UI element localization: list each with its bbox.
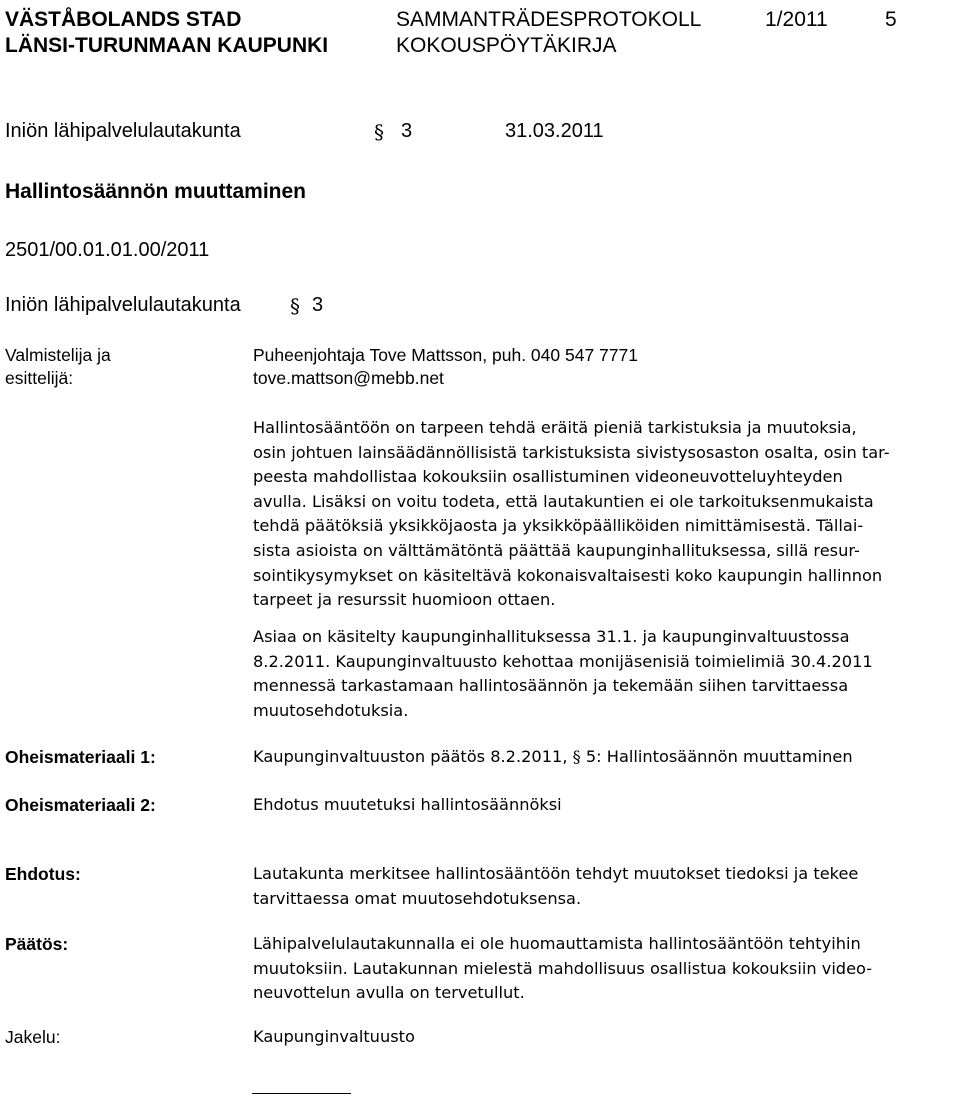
decision-line: neuvottelun avulla on tervetullut. [253,983,525,1003]
presenter-email: tove.mattson@mebb.net [253,368,444,388]
presenter-label-line1: Valmistelija ja [5,345,111,365]
attachment-1-value [253,745,853,770]
paragraph-line: tehdä päätöksiä yksikköjaosta ja yksikköpäälliköiden nimittämisestä. Tällai- [253,516,864,536]
proposal-label: Ehdotus: [5,864,81,884]
attachment-2-label: Oheismateriaali 2: [5,795,156,815]
presenter-label-line2: esittelijä: [5,368,74,388]
decision-line: muutoksiin. Lautakunnan mielestä mahdollisuus osallistua kokouksiin video- [253,958,873,978]
section-sign-icon: § [374,120,384,144]
proposal-text [253,862,858,911]
signature-line [252,1093,351,1094]
paragraph-line: tarpeet ja resurssit huomioon ottaen. [253,590,556,610]
ref-body: Iniön lähipalvelulautakunta [5,294,241,316]
decision-label: Päätös: [5,934,69,954]
ref-section-number: 3 [312,294,324,316]
org-name-finnish: LÄNSI-TURUNMAAN KAUPUNKI [5,34,329,57]
protocol-number: 1/2011 [765,8,828,31]
page-number: 5 [885,8,897,31]
distribution-value: Kaupunginvaltuusto [253,1027,415,1046]
attachment-1-label: Oheismateriaali 1: [5,747,156,767]
proposal-line: tarvittaessa omat muutosehdotuksensa. [253,888,582,908]
decision-line: Lähipalvelulautakunnalla ei ole huomauttamista hallintosääntöön tehtyihin [253,934,861,953]
decision-text [253,932,872,1006]
meeting-body: Iniön lähipalvelulautakunta [5,120,241,142]
paragraph-line: mennessä tarkastamaan hallintosäännön ja tekemään siihen tarvittaessa [253,676,849,696]
paragraph-line: sista asioista on välttämätöntä päättää kaupunginhallituksessa, sillä resur- [253,540,860,560]
paragraph-line: peesta mahdollistaa kokouksiin osallistuminen videoneuvotteluyhteyden [253,467,843,487]
paragraph-line: Asiaa on käsitelty kaupunginhallituksessa 31.1. ja kaupunginvaltuustossa [253,627,850,646]
doc-type-swedish: SAMMANTRÄDESPROTOKOLL [396,8,702,31]
attachment-section-sign-icon: § [572,747,581,766]
attachment-1-text: Kaupunginvaltuuston päätös 8.2.2011, [253,747,568,766]
diary-number: 2501/00.01.01.00/2011 [5,239,210,261]
presenter-name: Puheenjohtaja Tove Mattsson, puh. 040 547 7771 [253,345,638,365]
paragraph-line: Hallintosääntöön on tarpeen tehdä eräitä pieniä tarkistuksia ja muutoksia, [253,418,857,437]
item-title: Hallintosäännön muuttaminen [5,180,307,203]
org-name-swedish: VÄSTÅBOLANDS STAD [5,8,242,31]
meeting-date: 31.03.2011 [505,120,604,142]
paragraph-line: avulla. Lisäksi on voitu todeta, että lautakuntien ei ole tarkoituksenmukaista [253,491,874,511]
paragraph-line: sointikysymykset on käsiteltävä kokonaisvaltaisesti koko kaupungin hallinnon [253,565,883,585]
distribution-label: Jakelu: [5,1027,61,1047]
doc-type-finnish: KOKOUSPÖYTÄKIRJA [396,34,617,57]
meeting-section-number: 3 [401,120,413,142]
proposal-line: Lautakunta merkitsee hallintosääntöön tehdyt muutokset tiedoksi ja tekee [253,864,859,883]
paragraph-line: muutosehdotuksia. [253,700,409,720]
attachment-2-value: Ehdotus muutetuksi hallintosäännöksi [253,795,562,814]
paragraph-line: 8.2.2011. Kaupunginvaltuusto kehottaa monijäsenisiä toimielimiä 30.4.2011 [253,651,873,671]
paragraph-background [253,416,890,613]
paragraph-processing [253,625,873,723]
attachment-1-title: 5: Hallintosäännön muuttaminen [585,747,853,766]
paragraph-line: osin johtuen lainsäädännöllisistä tarkistuksista sivistysosaston osalta, osin tar- [253,442,890,462]
ref-section-sign-icon: § [290,294,300,318]
